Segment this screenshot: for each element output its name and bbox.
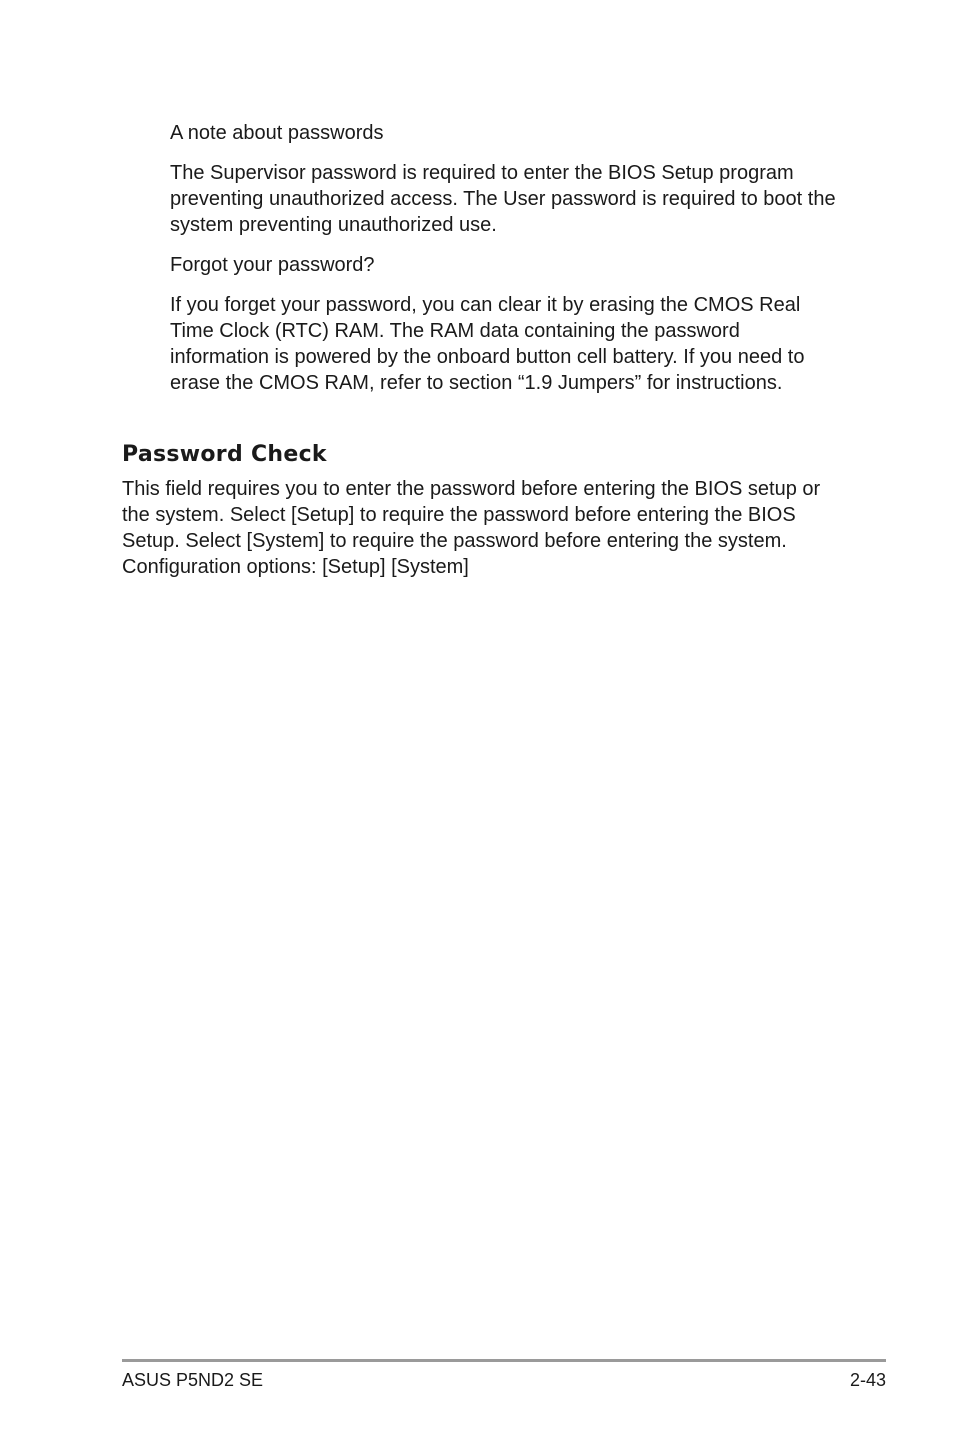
note-heading-passwords: A note about passwords [170,122,384,144]
configuration-options: Configuration options: [Setup] [System] [122,556,469,578]
password-check-section [122,440,842,580]
footer-page-number: 2-43 [849,1370,886,1390]
footer-divider [122,1359,886,1362]
section-body: This field requires you to enter the password before entering the BIOS setup or the system. Select [Setup] to require the password before entering the BIOS Setup. Select [System] to require the password before entering the system. [122,478,821,552]
note-block [170,120,840,410]
note-heading-forgot: Forgot your password? [170,254,375,276]
footer-product-name: ASUS P5ND2 SE [122,1370,264,1390]
note-paragraph-passwords: The Supervisor password is required to enter the BIOS Setup program preventing unauthorized access. The User password is required to boot the system preventing unauthorized use. [170,162,836,236]
note-paragraph-forgot: If you forget your password, you can clear it by erasing the CMOS Real Time Clock (RTC) RAM. The RAM data containing the password information is powered by the onboard button cell battery. If you need to erase the CMOS RAM, refer to section “1.9 Jumpers” for instructions. [170,294,805,394]
section-title: Password Check [122,442,327,467]
